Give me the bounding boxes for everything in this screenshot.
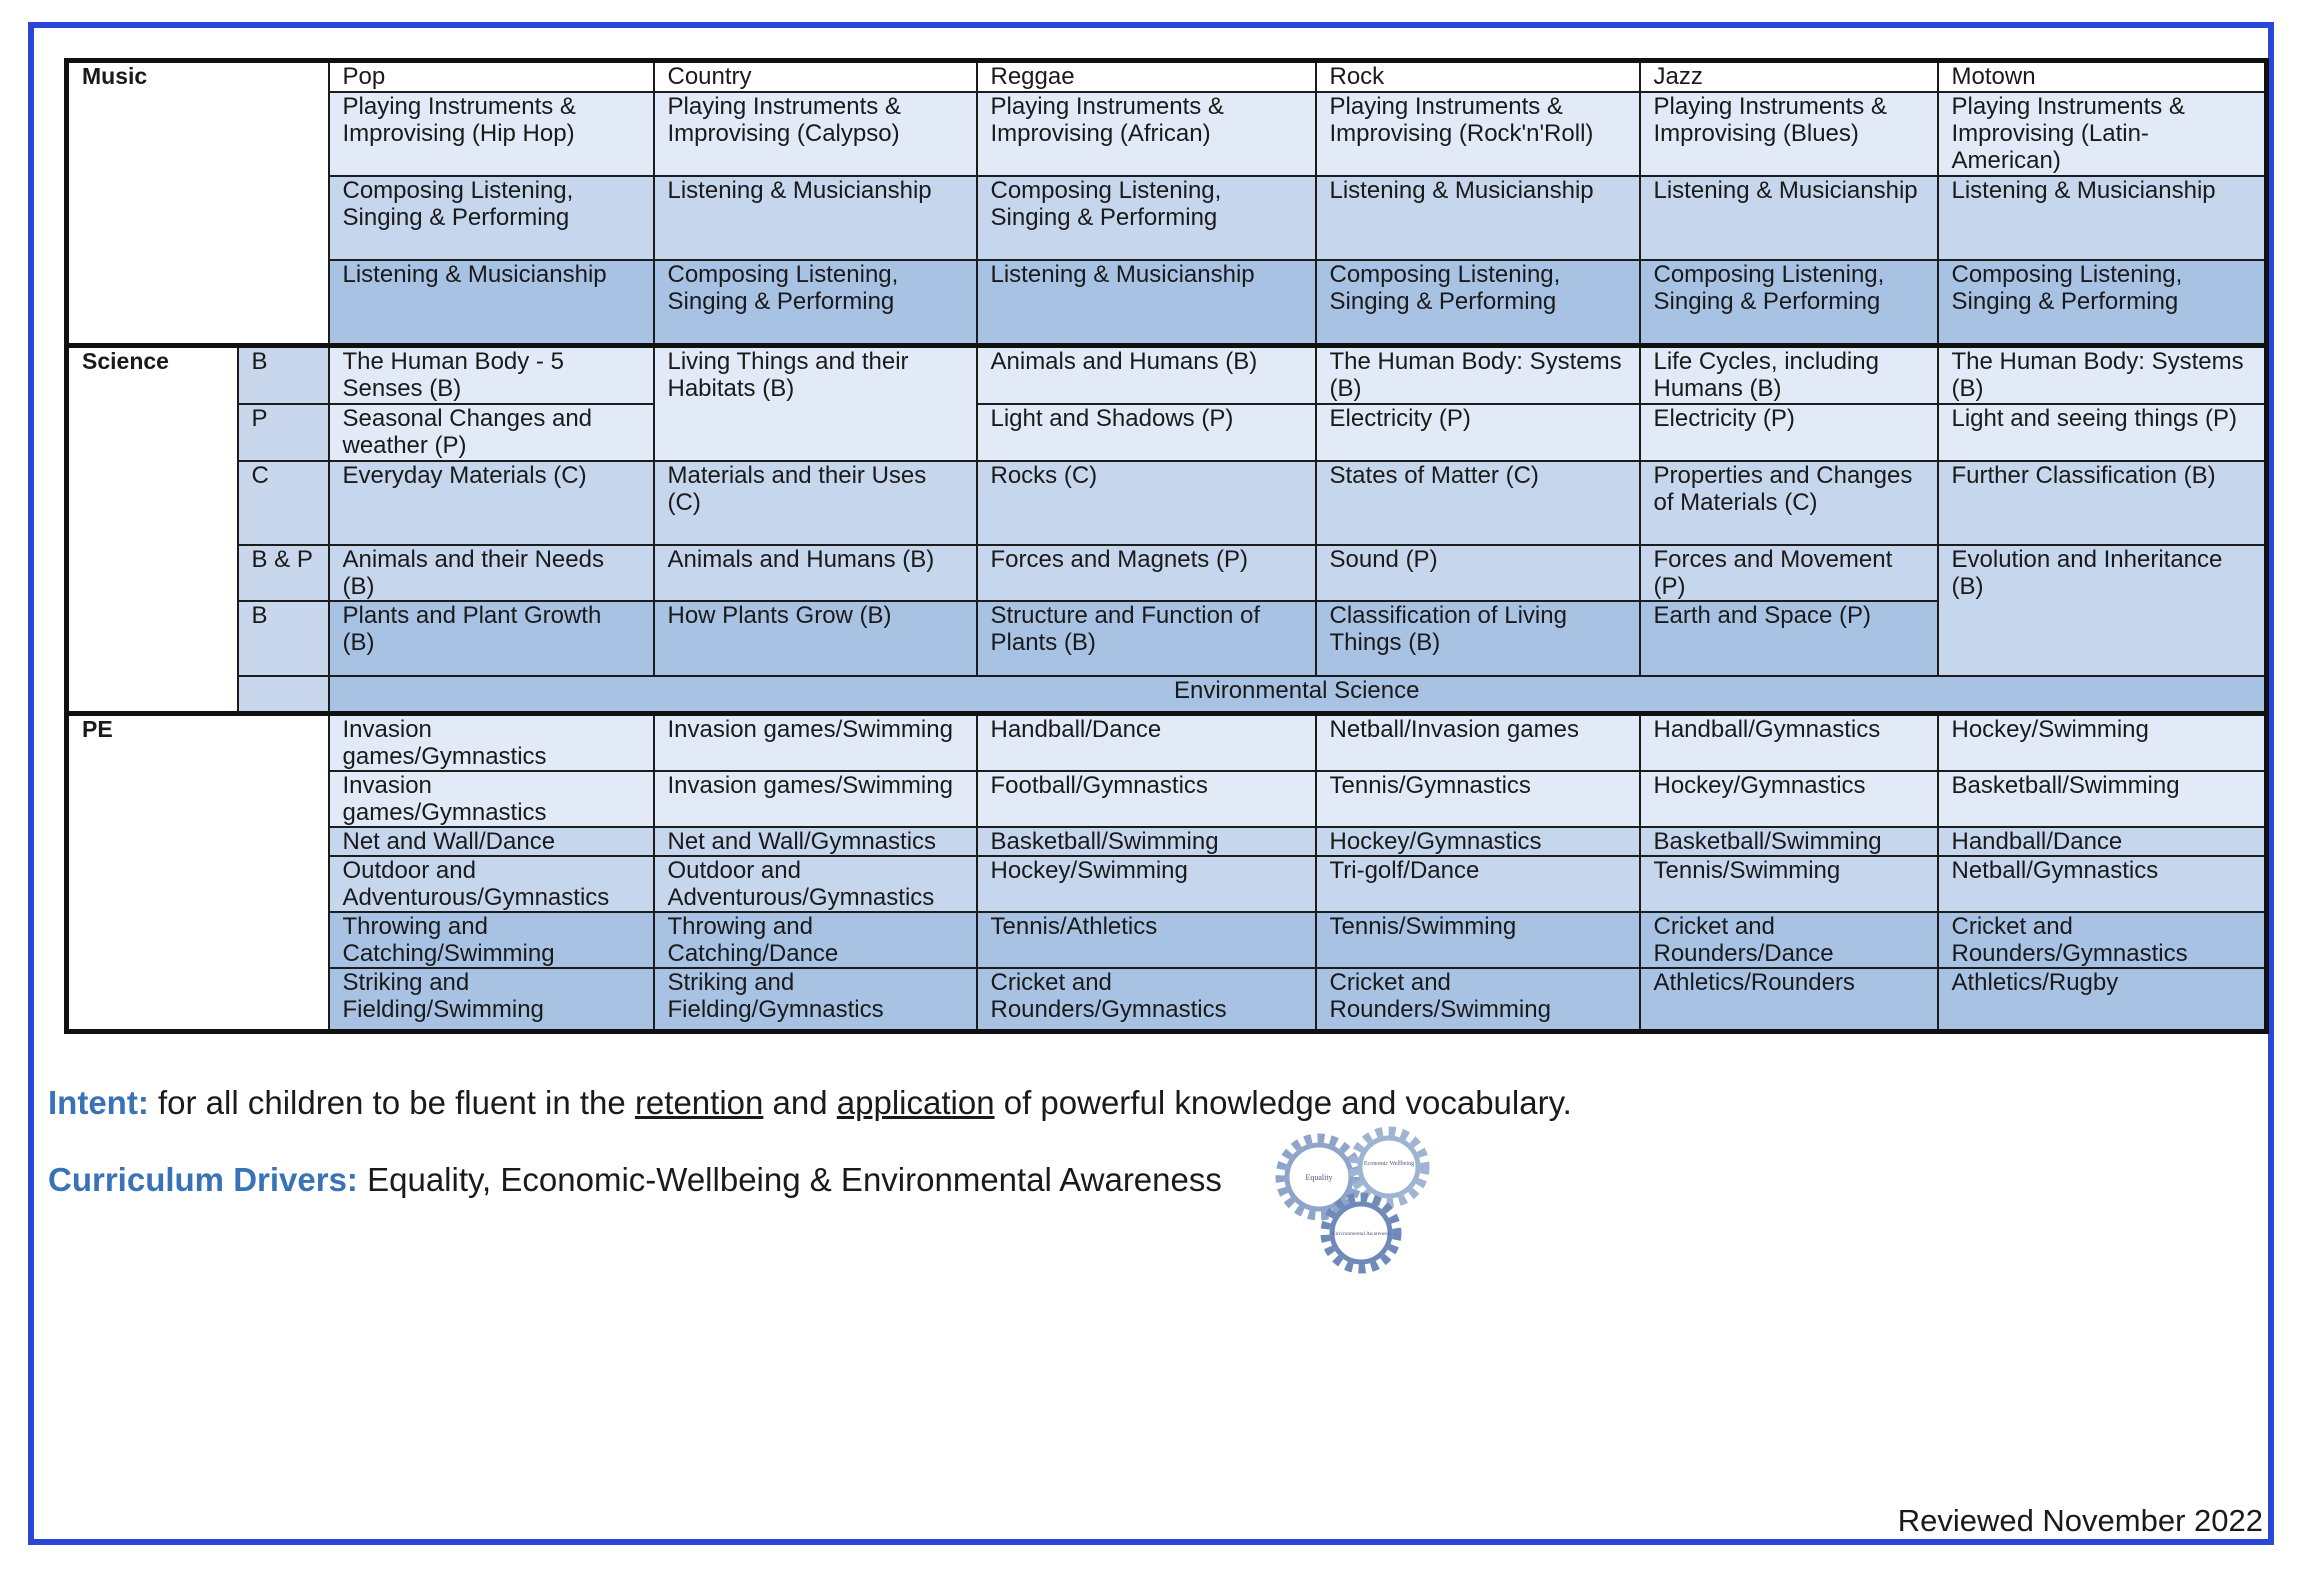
table-cell: Hockey/Gymnastics (1640, 771, 1938, 827)
table-cell: Invasion games/Gymnastics (329, 771, 654, 827)
table-cell: Handball/Dance (1938, 827, 2267, 856)
table-cell: Composing Listening, Singing & Performing (329, 176, 654, 260)
table-cell: Netball/Invasion games (1316, 714, 1640, 772)
table-cell: Handball/Dance (977, 714, 1316, 772)
table-cell: How Plants Grow (B) (654, 601, 977, 676)
intent-text: and (763, 1084, 837, 1121)
table-cell: Composing Listening, Singing & Performing (977, 176, 1316, 260)
table-cell: Rocks (C) (977, 461, 1316, 545)
table-cell: Evolution and Inheritance (B) (1938, 545, 2267, 676)
table-row (67, 912, 2267, 968)
gears-logo-icon (1275, 1125, 1435, 1275)
table-cell: Athletics/Rounders (1640, 968, 1938, 1031)
table-cell: Electricity (P) (1316, 404, 1640, 461)
table-row (67, 404, 2267, 461)
table-cell: Composing Listening, Singing & Performing (1938, 260, 2267, 346)
table-cell: Living Things and their Habitats (B) (654, 346, 977, 461)
table-cell: Basketball/Swimming (1938, 771, 2267, 827)
table-cell: Listening & Musicianship (654, 176, 977, 260)
table-row (67, 676, 2267, 714)
table-cell: Playing Instruments & Improvising (African) (977, 92, 1316, 176)
table-row (67, 545, 2267, 601)
table-cell: Cricket and Rounders/Gymnastics (977, 968, 1316, 1031)
intent-word-retention: retention (634, 1084, 764, 1121)
genre-cell: Jazz (1640, 61, 1938, 92)
table-cell: Forces and Magnets (P) (977, 545, 1316, 601)
gear-equality-icon (1280, 1138, 1358, 1216)
table-cell: Life Cycles, including Humans (B) (1640, 346, 1938, 404)
table-cell: Light and seeing things (P) (1938, 404, 2267, 461)
table-cell: Playing Instruments & Improvising (Latin-American) (1938, 92, 2267, 176)
table-cell: Properties and Changes of Materials (C) (1640, 461, 1938, 545)
table-cell: Listening & Musicianship (977, 260, 1316, 346)
table-cell: Animals and Humans (B) (977, 346, 1316, 404)
table-cell: The Human Body: Systems (B) (1938, 346, 2267, 404)
table-cell: Tennis/Swimming (1316, 912, 1640, 968)
table-cell: The Human Body: Systems (B) (1316, 346, 1640, 404)
table-row (67, 968, 2267, 1031)
table-cell: Light and Shadows (P) (977, 404, 1316, 461)
table-cell: Cricket and Rounders/Gymnastics (1938, 912, 2267, 968)
table-cell: Netball/Gymnastics (1938, 856, 2267, 912)
table-cell: Hockey/Swimming (1938, 714, 2267, 772)
table-cell: Forces and Movement (P) (1640, 545, 1938, 601)
intent-label: Intent: (48, 1084, 149, 1121)
environmental-science-cell: Environmental Science (329, 676, 2267, 714)
table-row (67, 260, 2267, 346)
table-cell: Net and Wall/Gymnastics (654, 827, 977, 856)
genre-cell: Pop (329, 61, 654, 92)
table-cell: Classification of Living Things (B) (1316, 601, 1640, 676)
table-cell: Tennis/Swimming (1640, 856, 1938, 912)
table-cell: Tennis/Athletics (977, 912, 1316, 968)
table-cell: Tennis/Gymnastics (1316, 771, 1640, 827)
table-cell: Sound (P) (1316, 545, 1640, 601)
table-cell: Listening & Musicianship (1640, 176, 1938, 260)
table-cell: Composing Listening, Singing & Performing (654, 260, 977, 346)
drivers-label: Curriculum Drivers: (48, 1161, 358, 1198)
table-cell: The Human Body - 5 Senses (B) (329, 346, 654, 404)
table-row (67, 771, 2267, 827)
table-cell: Listening & Musicianship (329, 260, 654, 346)
table-cell: Cricket and Rounders/Dance (1640, 912, 1938, 968)
table-cell: Animals and their Needs (B) (329, 545, 654, 601)
table-cell: Tri-golf/Dance (1316, 856, 1640, 912)
table-cell: Basketball/Swimming (1640, 827, 1938, 856)
table-cell: Structure and Function of Plants (B) (977, 601, 1316, 676)
table-row (67, 176, 2267, 260)
table-row (67, 601, 2267, 676)
table-cell: Basketball/Swimming (977, 827, 1316, 856)
table-cell: Net and Wall/Dance (329, 827, 654, 856)
code-cell: B (238, 346, 329, 404)
gear-economic-wellbeing-icon (1353, 1131, 1425, 1203)
curriculum-drivers (48, 1160, 1222, 1200)
table-cell: Invasion games/Gymnastics (329, 714, 654, 772)
intent-text: for all children to be fluent in the (148, 1084, 635, 1121)
table-cell: Further Classification (B) (1938, 461, 2267, 545)
table-cell: Invasion games/Swimming (654, 714, 977, 772)
table-row (67, 714, 2267, 772)
table-cell: Handball/Gymnastics (1640, 714, 1938, 772)
code-cell: B (238, 601, 329, 676)
intent-statement (48, 1083, 1572, 1123)
gear-label: Economic Wellbeing (1363, 1161, 1415, 1167)
table-cell: Everyday Materials (C) (329, 461, 654, 545)
table-cell: Athletics/Rugby (1938, 968, 2267, 1031)
subject-label: PE (67, 714, 329, 1032)
table-cell: Animals and Humans (B) (654, 545, 977, 601)
table-cell: Playing Instruments & Improvising (Rock'n'Roll) (1316, 92, 1640, 176)
curriculum-table (64, 58, 2269, 1034)
genre-cell: Reggae (977, 61, 1316, 92)
table-row (67, 461, 2267, 545)
table-cell: Cricket and Rounders/Swimming (1316, 968, 1640, 1031)
genre-cell: Motown (1938, 61, 2267, 92)
intent-text: of powerful knowledge and vocabulary. (994, 1084, 1572, 1121)
table-cell: Throwing and Catching/Swimming (329, 912, 654, 968)
table-cell: States of Matter (C) (1316, 461, 1640, 545)
table-cell: Playing Instruments & Improvising (Hip Hop) (329, 92, 654, 176)
drivers-text: Equality, Economic-Wellbeing & Environmental Awareness (357, 1161, 1222, 1198)
code-cell: P (238, 404, 329, 461)
table-cell: Playing Instruments & Improvising (Blues) (1640, 92, 1938, 176)
reviewed-date: Reviewed November 2022 (1897, 1503, 2263, 1538)
table-row (67, 856, 2267, 912)
table-cell: Composing Listening, Singing & Performing (1316, 260, 1640, 346)
subject-label: Science (67, 346, 238, 714)
table-cell: Football/Gymnastics (977, 771, 1316, 827)
table-cell: Earth and Space (P) (1640, 601, 1938, 676)
table-cell: Listening & Musicianship (1938, 176, 2267, 260)
table-row (67, 827, 2267, 856)
table-cell: Materials and their Uses (C) (654, 461, 977, 545)
code-cell (238, 676, 329, 714)
gear-label: Environmental Awareness (1332, 1231, 1390, 1237)
table-row (67, 61, 2267, 92)
gear-label: Equality (1305, 1173, 1333, 1182)
code-cell: C (238, 461, 329, 545)
table-cell: Plants and Plant Growth (B) (329, 601, 654, 676)
table-row (67, 92, 2267, 176)
intent-word-application: application (836, 1084, 995, 1121)
genre-cell: Country (654, 61, 977, 92)
table-cell: Striking and Fielding/Swimming (329, 968, 654, 1031)
table-cell: Seasonal Changes and weather (P) (329, 404, 654, 461)
table-cell: Invasion games/Swimming (654, 771, 977, 827)
table-cell: Hockey/Gymnastics (1316, 827, 1640, 856)
table-cell: Listening & Musicianship (1316, 176, 1640, 260)
table-cell: Outdoor and Adventurous/Gymnastics (329, 856, 654, 912)
genre-cell: Rock (1316, 61, 1640, 92)
table-cell: Electricity (P) (1640, 404, 1938, 461)
table-cell: Composing Listening, Singing & Performing (1640, 260, 1938, 346)
table-cell: Throwing and Catching/Dance (654, 912, 977, 968)
table-cell: Playing Instruments & Improvising (Calypso) (654, 92, 977, 176)
table-cell: Striking and Fielding/Gymnastics (654, 968, 977, 1031)
subject-label: Music (67, 61, 329, 346)
table-cell: Hockey/Swimming (977, 856, 1316, 912)
table-row (67, 346, 2267, 404)
code-cell: B & P (238, 545, 329, 601)
table-cell: Outdoor and Adventurous/Gymnastics (654, 856, 977, 912)
